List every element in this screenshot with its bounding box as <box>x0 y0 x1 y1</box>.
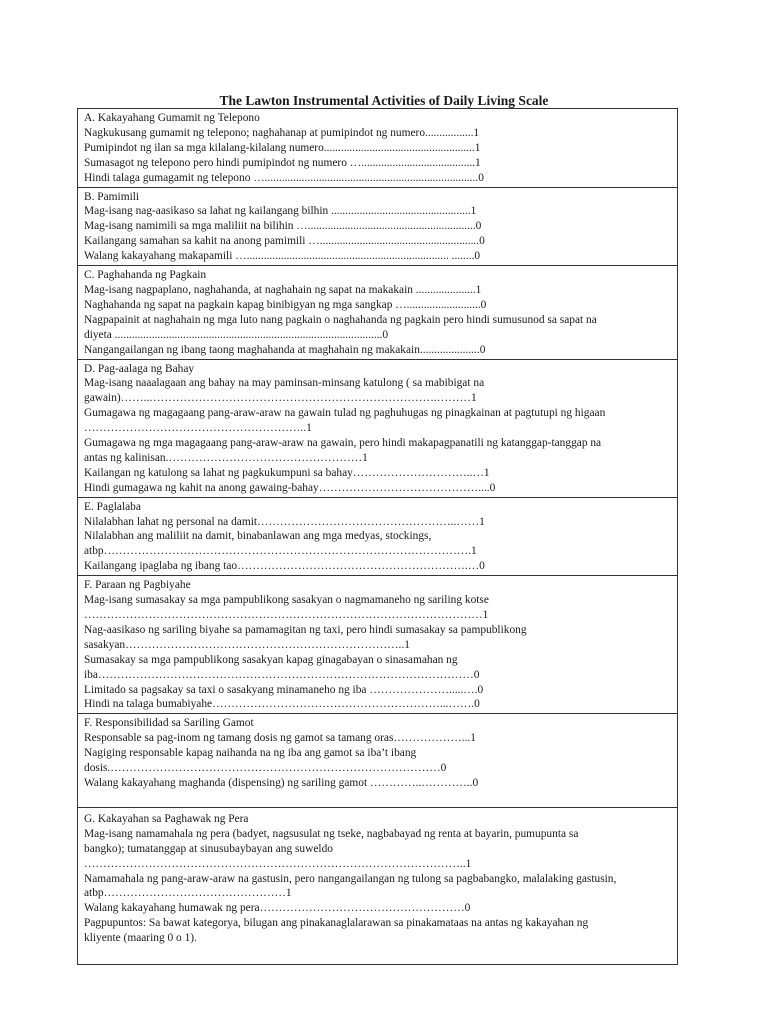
item-line: atbp…………………………………………………………………………………….1 <box>84 545 477 558</box>
section-heading: A. Kakayahang Gumamit ng Telepono <box>84 112 260 124</box>
item-line: Mag-isang nagpaplano, naghahanda, at naghahain ng sapat na makakain .....................1 <box>84 283 482 296</box>
item-line: Hindi na talaga bumabiyahe……………………………………………………...…….0 <box>84 698 480 711</box>
item-line: Mag-isang namamahala ng pera (badyet, nagsusulat ng tseke, nagbabayad ng renta at bayarin, pumupunta sa <box>84 827 579 840</box>
section-bahay <box>78 360 677 498</box>
section-pagbiyahe <box>78 576 677 714</box>
item-line: iba………………………………………………………………………………………0 <box>84 668 480 681</box>
item-line: Nagiging responsable kapag naihanda na ng iba ang gamot sa iba’t ibang <box>84 747 417 760</box>
section-gamot <box>78 714 677 808</box>
item-line: Sumasagot ng telepono pero hindi pumipindot ng numero …........................................1 <box>84 156 481 169</box>
section-heading: F. Paraan ng Pagbiyahe <box>84 579 191 592</box>
item-line: antas ng kalinisan.……………………………………………1 <box>84 451 368 464</box>
item-line: Namamahala ng pang-araw-araw na gastusin, pero nangangailangan ng tulong sa pagbabangko, malalaking gastusin, <box>84 872 617 885</box>
item-line: Pumipindot ng ilan sa mga kilalang-kilalang numero.....................................................1 <box>84 141 481 154</box>
item-line: Kailangang samahan sa kahit na anong pamimili …........................................................0 <box>84 235 485 248</box>
section-pagkain <box>78 266 677 359</box>
scoring-note: kliyente (maaring 0 o 1). <box>84 932 197 945</box>
item-line: Nangangailangan ng ibang taong maghahanda at maghahain ng makakain.....................0 <box>84 343 486 356</box>
item-line: Walang kakayahang humawak ng pera………………………………………………0 <box>84 902 471 915</box>
scoring-note: Pagpupuntos: Sa bawat kategorya, bilugan ang pinakanaglalarawan sa pinakamataas na antas ng kakayahan ng <box>84 917 589 930</box>
item-line: Walang kakayahang maghanda (dispensing) ng sariling gamot …………..…………..0 <box>84 776 479 789</box>
item-line: Nilalabhan lahat ng personal na damit……………………………………………..……1 <box>84 515 485 528</box>
item-line: ………………………………………………………………………………………..1 <box>84 857 472 870</box>
section-paglalaba <box>78 498 677 577</box>
item-line: …………………………………………………..1 <box>84 422 312 435</box>
section-heading: D. Pag-aalaga ng Bahay <box>84 362 195 375</box>
item-line: Sumasakay sa mga pampublikong sasakyan kapag ginagabayan o sinasamahan ng <box>84 653 458 666</box>
item-line: ……………………………………………………………………………………………1 <box>84 609 489 621</box>
item-line: Kailangang ipaglaba ng ibang tao…………………………………………………….…0 <box>84 560 485 573</box>
item-line: Mag-isang nag-aasikaso sa lahat ng kailangang bilhin .................................................1 <box>84 205 477 218</box>
item-line: gawain)……..………………………………………………………………….………1 <box>84 392 477 405</box>
section-pamimili <box>78 188 677 267</box>
section-heading: F. Responsibilidad sa Sariling Gamot <box>84 717 254 730</box>
item-line: Hindi gumagawa ng kahit na anong gawaing-bahay……………………………………....0 <box>84 481 496 494</box>
item-line: Mag-isang namimili sa mga maliliit na bilihin …...........................................................0 <box>84 220 482 233</box>
item-line: Hindi talaga gumagamit ng telepono …...........................................................................0 <box>84 171 484 184</box>
item-line: Responsable sa pag-inom ng tamang dosis ng gamot sa tamang oras………………...1 <box>84 732 476 745</box>
section-telepono <box>78 109 677 188</box>
section-heading: C. Paghahanda ng Pagkain <box>84 269 207 282</box>
section-heading: G. Kakayahan sa Paghawak ng Pera <box>84 812 249 825</box>
item-line: Kailangan ng katulong sa lahat ng pagkukumpuni sa bahay…………………………..…1 <box>84 466 490 479</box>
item-line: Nag-aasikaso ng sariling biyahe sa pamamagitan ng taxi, pero hindi sumasakay sa pampublikong <box>84 623 527 636</box>
item-line: Walang kakayahang makapamili …....................................................................... ........0 <box>84 250 481 263</box>
item-line: dosis.……………………………………………………………………………0 <box>84 762 447 775</box>
section-heading: E. Paglalaba <box>84 500 141 513</box>
item-line: Gumagawa ng mga magagaang pang-araw-araw na gawain, pero hindi makapagpanatili ng katanggap-tanggap na <box>84 437 602 450</box>
item-line: Nilalabhan ang maliliit na damit, binabanlawan ang mga medyas, stockings, <box>84 530 432 543</box>
item-line: Gumagawa ng magagaang pang-araw-araw na gawain tulad ng paghuhugas ng pinagkainan at pagtutupi ng higaan <box>84 407 606 420</box>
item-line: Limitado sa pagsakay sa taxi o sasakyang minamaneho ng iba ………………….....….0 <box>84 683 484 696</box>
item-line: bangko); tumatanggap at sinusubaybayan ang suweldo <box>84 842 333 855</box>
item-line: Nagpapainit at naghahain ng mga luto nang pagkain o naghahanda ng pagkain pero hindi sumusunod sa sapat na <box>84 313 597 326</box>
item-line: sasakyan………………………………………………………………..1 <box>84 638 410 651</box>
page-title: The Lawton Instrumental Activities of Daily Living Scale <box>219 93 549 108</box>
item-line: diyeta ..............................................................................................0 <box>84 328 389 341</box>
item-line: Naghahanda ng sapat na pagkain kapag binibigyan ng mga sangkap …..........................0 <box>84 298 487 311</box>
item-line: atbp…………………………………………1 <box>84 887 292 900</box>
item-line: Mag-isang sumasakay sa mga pampublikong sasakyan o nagmamaneho ng sariling kotse <box>84 594 489 607</box>
item-line: Mag-isang naaalagaan ang bahay na may paminsan-minsang katulong ( sa mabibigat na <box>84 377 485 390</box>
item-line: Nagkukusang gumamit ng telepono; naghahanap at pumipindot ng numero.................1 <box>84 126 480 139</box>
section-pera <box>78 808 677 964</box>
iadl-scale-table <box>77 108 678 965</box>
section-heading: B. Pamimili <box>84 190 140 203</box>
